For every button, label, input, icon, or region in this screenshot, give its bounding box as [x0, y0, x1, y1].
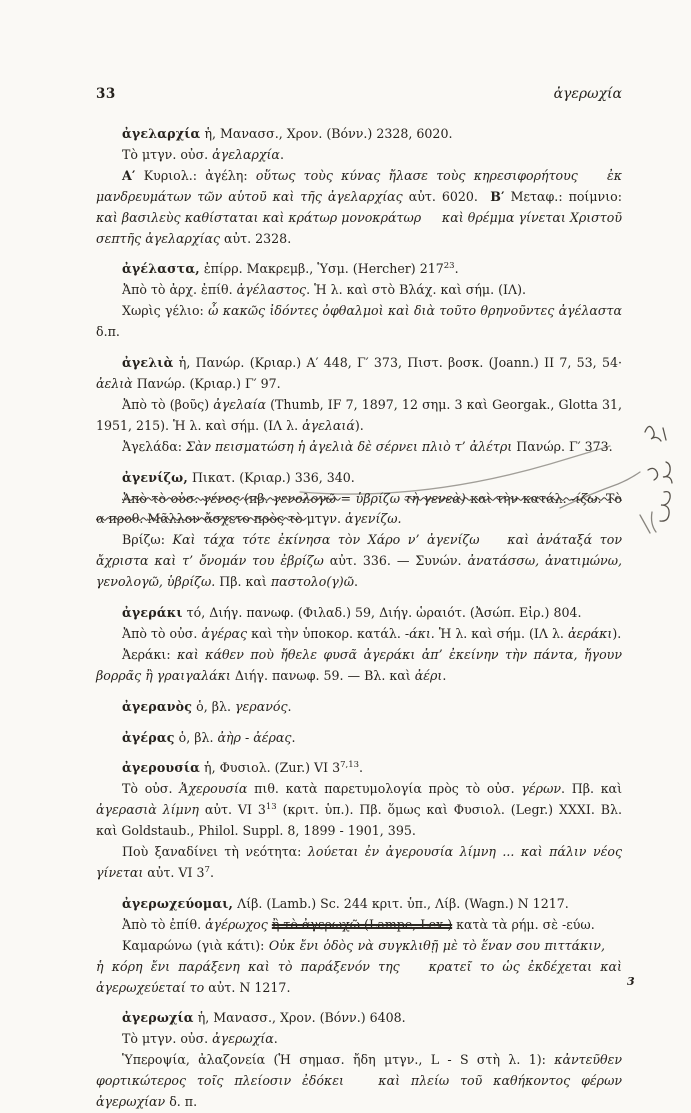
text-segment: ὁ, βλ. — [174, 729, 218, 745]
paragraph — [96, 1029, 622, 1050]
text-segment: ἀελιὰ — [96, 375, 133, 391]
text-segment: Καμαρώνω (γιὰ κάτι): — [122, 937, 269, 953]
text-segment: ἀγερωχία — [212, 1031, 274, 1047]
text-segment: Πικατ. (Κριαρ.) 336, 340. — [187, 469, 355, 485]
paragraph — [96, 842, 622, 884]
text-segment: . — [442, 667, 447, 683]
text-segment: ἐπίρρ. Μακρεμβ., Ὑσμ. (Hercher) 217 — [199, 261, 444, 277]
text-segment: ἀγέρας — [201, 625, 248, 641]
paragraph — [96, 624, 622, 645]
text-segment: οὕτως τοὺς κύνας ἤλασε τοὺς κηρεσιφορήτους ἐκ μανδρευμάτων τῶν αὑτοῦ καὶ τῆς ἀγελαρχίας — [96, 167, 622, 204]
text-segment: Ὑπεροψία, ἀλαζονεία (Ἡ σημασ. ἤδη μτγν., L - S στὴ λ. 1): — [122, 1052, 555, 1068]
struck-text: τὴ γενεὰ) — [404, 490, 471, 506]
text-segment: Τὸ μτγν. οὐσ. — [122, 146, 213, 162]
text-segment: . — [287, 698, 292, 714]
signature-mark: 3 — [627, 975, 635, 988]
struck-text: καὶ τὴν κατάλ. — [470, 490, 572, 506]
text-segment: Ἀπὸ τὸ ἐπίθ. — [122, 916, 206, 932]
text-segment: καὶ τὴν ὑποκορ. κατάλ. — [247, 625, 405, 641]
entry-agelasta — [96, 259, 622, 280]
struck-paragraph — [96, 489, 622, 531]
text-segment: παστολο(γ)ῶ — [270, 574, 354, 590]
text-segment: αὐτ. 6020. — [408, 188, 491, 204]
text-segment: Πανώρ. Γ′ 373. — [516, 438, 613, 454]
text-segment: (Thumb, IF 7, 1897, 12 σημ. 3 καὶ Georgak., Glotta 31, 1951, 215). Ἡ λ. καὶ σήμ. (ΙΛ λ. — [96, 396, 622, 433]
text-segment: Μεταφ.: ποίμνιο: — [504, 188, 622, 204]
text-segment: ἡ, Φυσιολ. (Zur.) VI 3 — [200, 760, 341, 776]
text-segment: ἀέρι — [414, 667, 443, 683]
text-segment: μτγν. — [306, 511, 345, 527]
headword: ἀγερουσία — [122, 760, 201, 776]
text-segment: . — [359, 760, 364, 776]
text-segment: Ἡ λ. καὶ σήμ. (ΙΛ λ. — [434, 625, 568, 641]
headword: ἀγέρας — [122, 729, 175, 745]
entry-agerochia — [96, 1008, 622, 1029]
text-segment: ἡ, Μανασσ., Χρον. (Βόνν.) 2328, 6020. — [200, 126, 453, 141]
text-segment: ἀγέρωχος — [205, 916, 268, 932]
text-segment: Τὸ οὐσ. — [122, 781, 180, 797]
text-segment: ). — [612, 625, 622, 641]
entry-agenizo — [96, 468, 622, 489]
headword: ἀγεράκι — [122, 605, 183, 621]
text-segment: . Πβ. καὶ — [561, 781, 623, 797]
headword: ἀγελαρχία — [122, 126, 201, 141]
headword: ἀγελιὰ — [122, 355, 174, 371]
dictionary-text — [96, 124, 622, 1113]
headword: ἀγερωχεύομαι, — [122, 895, 234, 911]
text-segment: (κριτ. ὑπ.). Πβ. ὅμως καὶ Φυσιολ. (Legr.) XXXI. Βλ. καὶ Goldstaub., Philol. Suppl. 8, 1899 - 1901, 395. — [96, 802, 623, 839]
entry-agelia — [96, 353, 622, 395]
text-segment: ἡ, Πανώρ. (Κριαρ.) Α′ 448, Γ′ 373, Πιστ. βοσκ. (Joann.) II 7, 53, 54· — [173, 355, 622, 371]
paragraph — [96, 1050, 622, 1113]
paragraph — [96, 280, 622, 301]
text-segment: ὁ, βλ. — [192, 698, 236, 714]
text-segment: . — [279, 146, 284, 162]
struck-text: -ίζω. — [571, 490, 607, 506]
entry-agerousia — [96, 758, 622, 779]
text-segment: ὦ κακῶς ἰδόντες ὀφθαλμοὶ καὶ διὰ τοῦτο θρηνοῦντες ἀγέλαστα — [208, 303, 622, 319]
text-segment: Σὰν πεισματώση ἡ ἀγελιὰ δὲ σέρνει πλιὸ τ’ ἀλέτρι — [185, 438, 517, 454]
text-segment: Ποὺ ξαναδίνει τὴ νεότητα: — [122, 844, 308, 860]
entry-ageraki — [96, 603, 622, 624]
text-segment: ἀγερασιὰ λίμνη — [96, 802, 199, 818]
running-head: ἀγερωχία — [553, 86, 622, 102]
text-segment: ὑβρίζω — [355, 490, 405, 506]
text-segment: ἀγέλαστος — [236, 282, 307, 298]
headword: Α′ — [122, 167, 136, 183]
struck-text: γένος — [202, 490, 245, 506]
paragraph — [96, 166, 622, 250]
text-segment: Διήγ. πανωφ. 59. — Βλ. καὶ — [234, 667, 415, 683]
paragraph — [96, 779, 622, 842]
text-segment: δ.π. — [96, 324, 120, 340]
text-segment: = — [340, 490, 356, 506]
struck-text: Μᾶλλον ἄσχετο πρὸς τὸ — [147, 511, 307, 527]
struck-text: Τὸ α προθ. — [96, 490, 622, 527]
page-header — [96, 86, 622, 102]
headword: ἀγερανὸς — [122, 698, 193, 714]
text-segment: ἀὴρ - ἀέρας — [217, 729, 292, 745]
text-segment: . — [353, 574, 358, 590]
text-segment: λούεται ἐν ἀγερουσία λίμνη ... καὶ πάλιν νέος γίνεται — [96, 844, 622, 880]
text-segment: τό, Διήγ. πανωφ. (Φιλαδ.) 59, Διήγ. ὡραιότ. (Ἀσώπ. Εἰρ.) 804. — [182, 605, 582, 621]
text-segment: . — [454, 261, 459, 277]
text-segment: Ἀχερουσία — [179, 781, 248, 797]
text-segment: . — [209, 865, 214, 880]
text-segment: Οὐκ ἔνι ὁδὸς νὰ συγκλιθῇ μὲ τὸ ἕναν σου πιττάκιν, ἡ κόρη ἔνι παράξενη καὶ τὸ παράξενόν της κρατεῖ το ὡς ἐκδέχεται καὶ ἀγερωχεύεταί το — [96, 937, 623, 995]
page-number: 33 — [96, 86, 116, 102]
paragraph — [96, 530, 622, 593]
text-segment: αὐτ. VI 3 — [147, 865, 205, 880]
text-segment: καὶ βασιλεὺς καθίσταται καὶ κράτωρ μονοκράτωρ καὶ θρέμμα γίνεται Χριστοῦ σεπτῆς ἀγελαρχίας — [96, 209, 622, 246]
text-segment: Χωρὶς γέλιο: — [122, 303, 209, 319]
text-segment: κἀντεῦθεν φορτικώτερος τοῖς πλείοσιν ἐδόκει καὶ πλείω τοῦ καθήκοντος φέρων ἀγερωχίαν — [96, 1052, 622, 1110]
text-segment: Κυριολ.: ἀγέλη: — [135, 167, 256, 183]
paragraph — [96, 145, 622, 166]
text-segment: Τὸ μτγν. οὐσ. — [122, 1031, 213, 1047]
text-segment: Καὶ τάχα τότε ἐκίνησα τὸν Χάρο ν’ ἀγενίζω καὶ ἀνάταξά τον ἄχριστα καὶ τ’ ὄνομάν του ἐβρίζω — [96, 532, 622, 569]
headword: Β′ — [490, 188, 505, 204]
headword: ἀγερωχία — [122, 1010, 194, 1026]
text-segment: καὶ κάθεν ποὺ ἤθελε φυσᾶ ἀγεράκι ἀπ’ ἐκείνην τὴν πάντα, ἤγουν βορρᾶς ἢ γραιγαλάκι — [96, 646, 622, 683]
paragraph — [96, 395, 622, 437]
text-segment: δ. π. — [169, 1094, 198, 1110]
paragraph — [96, 936, 622, 999]
text-segment: Ἀπὸ τὸ (βοῦς) — [122, 396, 214, 412]
page-body — [96, 86, 622, 1113]
paragraph — [96, 645, 622, 687]
text-segment: ἀγελαία — [213, 396, 266, 412]
text-segment: πιθ. κατὰ παρετυμολογία πρὸς τὸ οὐσ. — [247, 781, 522, 797]
text-segment: Πανώρ. (Κριαρ.) Γ′ 97. — [132, 375, 281, 391]
entry-agelarchia — [96, 124, 622, 145]
paragraph — [96, 301, 622, 343]
struck-text: γενολογῶ — [273, 490, 341, 506]
text-segment: Ἀεράκι: — [122, 646, 178, 662]
text-segment: ἡ, Μανασσ., Χρον. (Βόνν.) 6408. — [193, 1010, 406, 1026]
text-segment: Λίβ. (Lamb.) Sc. 244 κριτ. ὑπ., Λίβ. (Wagn.) N 1217. — [233, 895, 569, 911]
headword: ἀγέλαστα, — [122, 261, 200, 277]
text-segment: αὐτ. 2328. — [224, 230, 292, 246]
text-segment: γέρων — [521, 781, 561, 797]
text-segment: Βρίζω: — [122, 532, 173, 548]
struck-text: Ἀπὸ τὸ οὐσ. — [122, 490, 203, 506]
text-segment: 7,13 — [340, 760, 360, 771]
text-segment: Ἀπὸ τὸ ἀρχ. ἐπίθ. — [122, 282, 237, 298]
text-segment: ἀγελαρχία — [212, 146, 280, 162]
struck-text: (πβ. — [244, 490, 274, 506]
text-segment: ἀγελαιά — [302, 417, 355, 433]
text-segment: Ἀπὸ τὸ οὐσ. — [122, 625, 202, 641]
text-segment: . Ἡ λ. καὶ στὸ Βλάχ. καὶ σήμ. (ΙΛ). — [306, 282, 526, 298]
struck-text: ἢ τὸ ἀγερωχῶ (Lampe, Lex.) — [271, 916, 453, 932]
text-segment: κατὰ τὰ ρήμ. σὲ -εύω. — [452, 916, 595, 932]
paragraph — [96, 915, 622, 936]
text-segment: γερανός — [235, 698, 288, 714]
headword: ἀγενίζω, — [122, 469, 188, 485]
text-segment: 13 — [265, 802, 277, 813]
text-segment: . — [291, 729, 296, 745]
entry-agerocheuomai — [96, 894, 622, 915]
text-segment: 7 — [204, 864, 210, 875]
text-segment: ἀεράκι — [567, 625, 613, 641]
text-segment: -άκι. — [404, 625, 435, 641]
text-segment: Πβ. καὶ — [215, 574, 271, 590]
text-segment: 23 — [443, 261, 455, 272]
text-segment: αὐτ. 336. — Συνών. — [329, 553, 468, 569]
text-segment: αὐτ. N 1217. — [208, 979, 291, 995]
text-segment: ). — [354, 417, 364, 433]
paragraph — [96, 437, 622, 458]
text-segment: ἀγενίζω. — [345, 511, 402, 527]
entry-ageranos — [96, 697, 622, 718]
text-segment: ἀνατάσσω, ἀνατιμώνω, γενολογῶ, ὑβρίζω. — [96, 553, 622, 590]
text-segment: . — [273, 1031, 278, 1047]
entry-ageras — [96, 728, 622, 749]
text-segment: αὐτ. VI 3 — [198, 802, 266, 818]
text-segment: Ἀγελάδα: — [122, 438, 186, 454]
